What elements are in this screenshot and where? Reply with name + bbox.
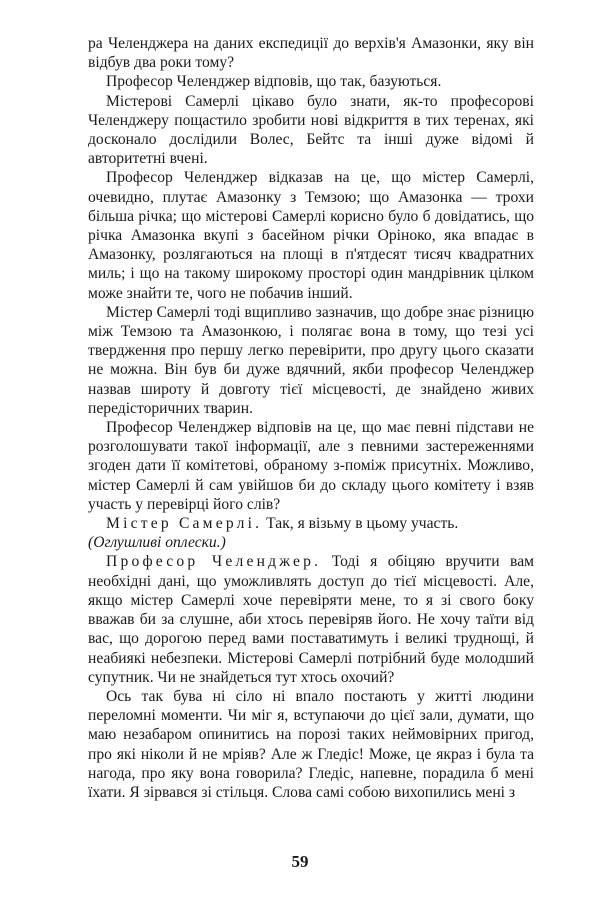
challenger-line: Тоді я обіцяю вручити вам необхідні дані, що уможливлять доступ до тієї місцевості. Але, якщо містер Самерлі хоче перевіряти мене, то я зі свого боку вважав би за слушне, аби хтось перевіряв його. Не хочу таїти від вас, що дорогою перед вами поставатимуть і великі труднощі, й неабиякі небезпеки. Містерові Самерлі потрібний буде молодший супутник. Чи не знайдеться тут хтось охочий? xyxy=(88,553,534,686)
closing-paragraph: Ось так бува ні сіло ні впало постають у житті людини переломні моменти. Чи міг я, вступаючи до цієї зали, думати, що маю незабаром опинитись на порозі таких неймовірних пригод, про які ніколи й не мріяв? Але ж Гледіс! Може, це якраз і була та нагода, про яку вона говорила? Гледіс, напевне, порадила б мені їхати. Я зірвався зі стільця. Слова самі собою вихопились мені з xyxy=(88,687,534,801)
dialogue-summerlee xyxy=(88,514,534,552)
speaker-challenger: Професор Челенджер. xyxy=(106,553,322,571)
paragraph-4: Професор Челенджер відказав на це, що містер Самерлі, очевидно, плутає Амазонку з Темзою; що Амазонка — трохи більша річка; що містерові Самерлі корисно було б довідатись, що річка Амазонка вкупі з басейном річки Оріноко, яка впадає в Амазонку, розлягаються на площі в п'ятдесят тисяч квадратних миль; і що на такому широкому просторі один мандрівник цілком може знайти те, чого не побачив інший. xyxy=(88,169,534,302)
paragraph-6: Професор Челенджер відповів на це, що має певні підстави не розголошувати такої інформації, але з певними застереженнями згоден дати її комітетові, обраному з-поміж присутніх. Можливо, містер Самерлі й сам увійшов би до складу цього комітету і взяв участь у перевірці його слів? xyxy=(88,419,534,513)
paragraph-5: Містер Самерлі тоді вщипливо зазначив, що добре знає різницю між Темзою та Амазонкою, і полягає вона в тому, що тезі усі твердження про першу легко перевірити, про другу цього сказати не можна. Він був би дуже вдячний, якби професор Челенджер назвав широту й довготу тієї місцевості, де знайдено живих передісторичних тварин. xyxy=(88,303,534,417)
paragraph-2: Професор Челенджер відповів, що так, базуються. xyxy=(106,73,442,91)
speaker-summerlee: Містер Самерлі. xyxy=(106,515,263,533)
dialogue-challenger xyxy=(88,552,534,686)
book-page-text xyxy=(88,34,534,802)
page-number: 59 xyxy=(291,852,309,871)
paragraph-1: ра Челенджера на даних експедиції до верхів'я Амазонки, яку він відбув два роки тому? xyxy=(88,35,534,72)
summerlee-line: Так, я візьму в цьому участь. xyxy=(266,515,459,533)
stage-direction-applause: (Оглушливі оплески.) xyxy=(88,534,226,552)
paragraph-3: Містерові Самерлі цікаво було знати, як-то професорові Челенджеру пощастило зробити нові відкриття в тих теренах, які досконало дослідили Волес, Бейтс та інші дуже відомі й авторитетні вчені. xyxy=(88,92,534,168)
